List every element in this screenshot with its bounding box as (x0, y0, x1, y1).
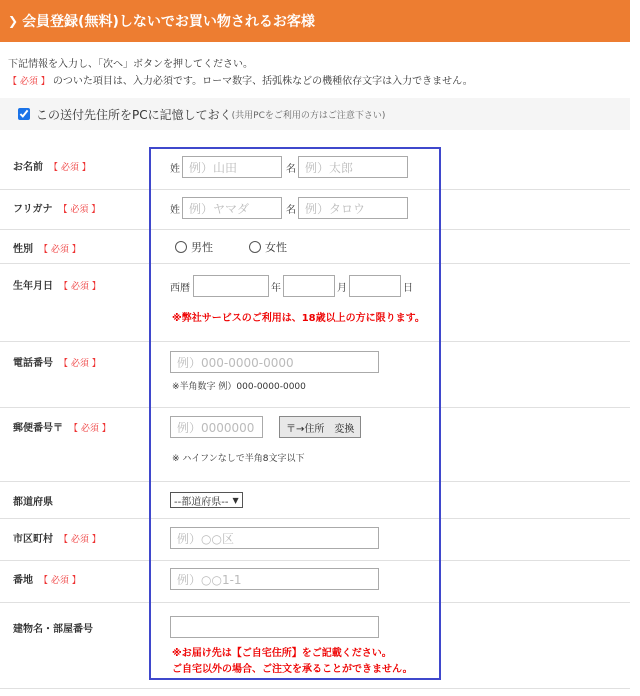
sei-label: 姓 (170, 163, 180, 175)
required-marker: 【 必須 】 (8, 77, 50, 87)
zip-row (0, 407, 630, 482)
required-marker: 【 必須 】 (49, 163, 91, 173)
last-name-input[interactable]: 例）山田 (182, 156, 282, 178)
prefecture-selected: --都道府県-- (174, 496, 229, 508)
address-row (0, 560, 630, 603)
zip-label: 郵便番号〒 (13, 423, 63, 434)
birthdate-row (0, 263, 630, 342)
prefecture-label: 都道府県 (13, 497, 53, 508)
birth-year-input[interactable] (193, 275, 269, 297)
delivery-warning-2: ご自宅以外の場合、ご注文を承ることができません。 (172, 664, 413, 675)
required-marker: 【 必須 】 (39, 576, 81, 586)
phone-input[interactable]: 例）000-0000-0000 (170, 351, 379, 373)
delivery-warning-1: ※お届け先は【ご自宅住所】をご記載ください。 (172, 648, 392, 659)
mei-label: 名 (286, 163, 296, 175)
last-name-kana-input[interactable]: 例）ヤマダ (182, 197, 282, 219)
required-marker: 【 必須 】 (59, 359, 101, 369)
female-label: 女性 (265, 241, 287, 254)
address-label: 番地 (13, 575, 33, 586)
required-marker: 【 必須 】 (39, 245, 81, 255)
remember-address-row (0, 98, 630, 130)
instruction-line-2: のついた項目は、入力必須です。ローマ数字、括弧株などの機種依存文字は入力できません。 (52, 76, 473, 87)
remember-address-checkbox[interactable] (18, 108, 30, 120)
section-header (0, 0, 630, 42)
sei-label: 姓 (170, 204, 180, 216)
phone-note: ※半角数字 例）000-0000-0000 (172, 382, 306, 392)
year-label: 年 (271, 282, 281, 294)
mei-label: 名 (286, 204, 296, 216)
birthdate-label: 生年月日 (13, 281, 53, 292)
day-label: 日 (403, 282, 413, 294)
instructions (8, 56, 473, 91)
prefecture-row (0, 481, 630, 519)
female-radio[interactable] (249, 241, 261, 253)
first-name-kana-input[interactable]: 例）タロウ (298, 197, 408, 219)
first-name-input[interactable]: 例）太郎 (298, 156, 408, 178)
gender-label: 性別 (13, 244, 33, 255)
male-label: 男性 (191, 241, 213, 254)
required-marker: 【 必須 】 (58, 205, 101, 215)
chevron-down-icon: ▼ (232, 495, 239, 505)
city-input[interactable]: 例）○○区 (170, 527, 379, 549)
zip-convert-button[interactable]: 〒→住所 変換 (279, 416, 361, 438)
kana-label: フリガナ (13, 204, 53, 215)
male-radio[interactable] (175, 241, 187, 253)
zip-note: ※ ハイフンなしで半角8文字以下 (172, 454, 305, 464)
remember-address-label: この送付先住所をPCに記憶しておく (36, 107, 232, 122)
building-input[interactable] (170, 616, 379, 638)
birth-day-input[interactable] (349, 275, 401, 297)
name-label: お名前 (13, 162, 43, 173)
age-warning: ※弊社サービスのご利用は、18歳以上の方に限ります。 (172, 313, 425, 324)
chevron-down-icon: ❯ (8, 14, 19, 28)
zip-input[interactable]: 例）0000000 (170, 416, 263, 438)
required-marker: 【 必須 】 (59, 282, 101, 292)
phone-label: 電話番号 (13, 358, 53, 369)
name-row (0, 145, 630, 190)
kana-row (0, 189, 630, 230)
instruction-line-1: 下記情報を入力し、「次へ」ボタンを押してください。 (8, 59, 253, 70)
city-row (0, 518, 630, 561)
birth-month-input[interactable] (283, 275, 335, 297)
remember-address-note: (共用PCをご利用の方はご注意下さい) (231, 110, 386, 121)
month-label: 月 (337, 282, 347, 294)
required-marker: 【 必須 】 (69, 424, 111, 434)
building-row (0, 602, 630, 689)
prefecture-select[interactable] (170, 492, 243, 508)
required-marker: 【 必須 】 (59, 535, 101, 545)
city-label: 市区町村 (13, 534, 53, 545)
phone-row (0, 341, 630, 408)
address-input[interactable]: 例）○○1-1 (170, 568, 379, 590)
section-title: 会員登録(無料)しないでお買い物されるお客様 (22, 14, 315, 30)
era-label: 西暦 (170, 282, 190, 294)
gender-row (0, 229, 630, 264)
building-label: 建物名・部屋番号 (13, 624, 93, 635)
